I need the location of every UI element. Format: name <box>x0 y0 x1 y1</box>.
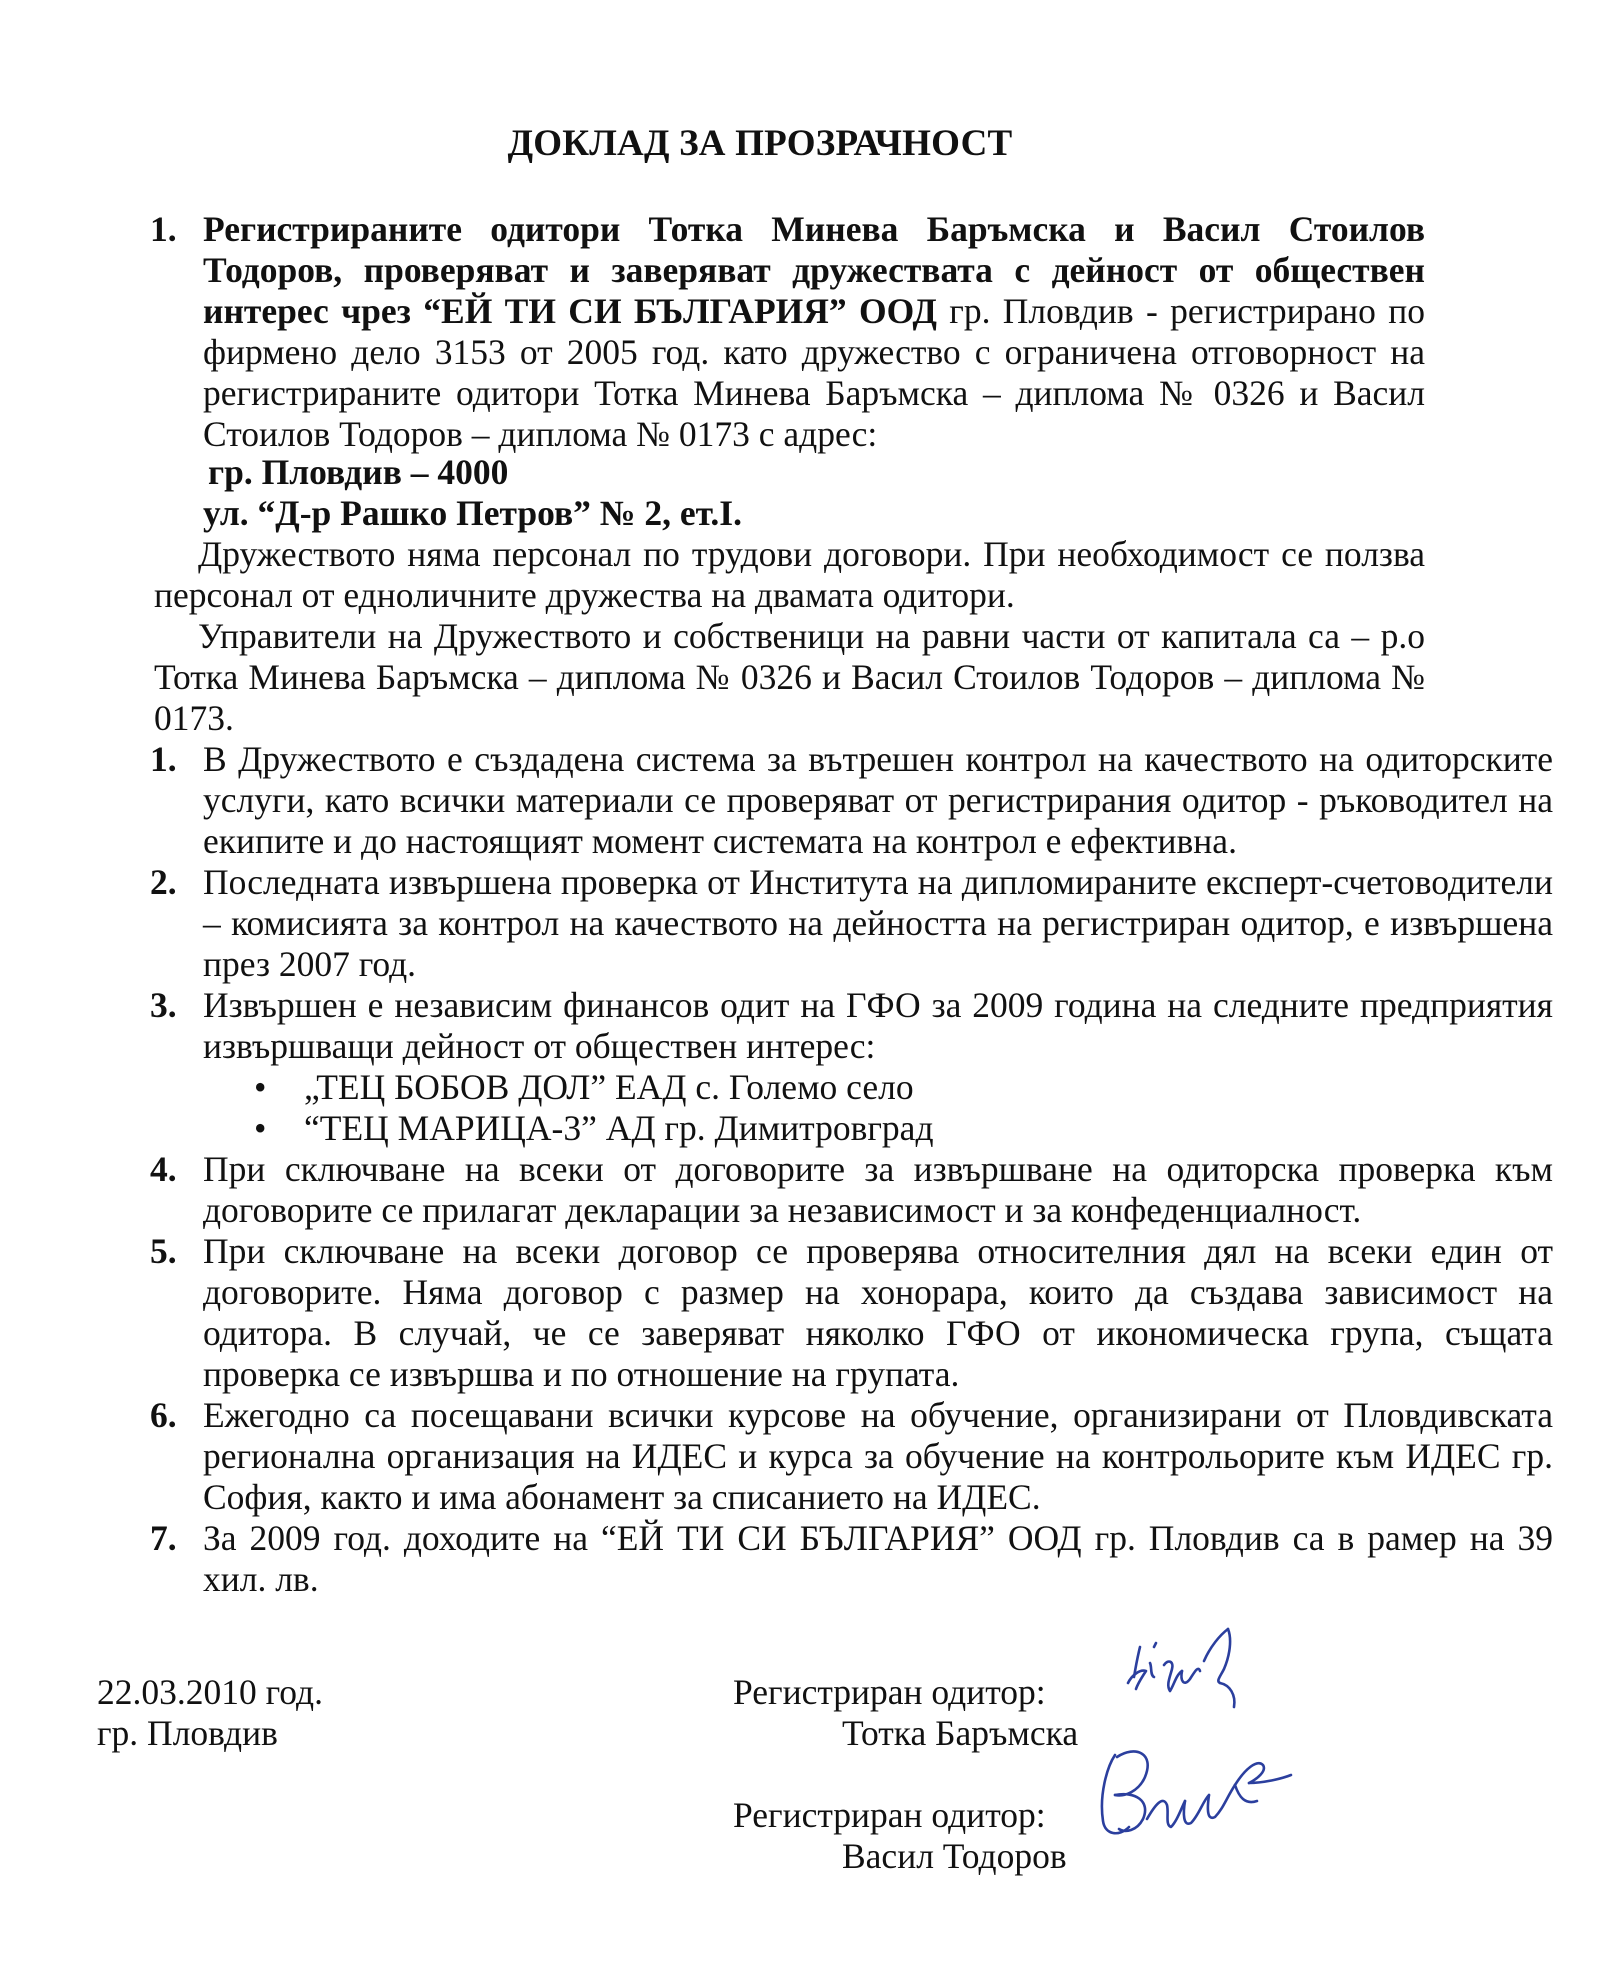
list-item: Извършен е независим финансов одит на ГФО за 2009 година на следните предприятия извършващи дейност от обществен интерес: <box>203 985 1553 1066</box>
document-city: гр. Пловдив <box>97 1713 278 1753</box>
bullet-icon: • <box>254 1108 267 1148</box>
bullet-item <box>254 1067 914 1108</box>
intro-text: гр. Пловдив - регистрирано по фирмено дело 3153 от 2005 год. като дружество с ограничена отговорност на регистрираните одитори Тотка Минева Баръмска – диплома № 0326 и Васил Стоилов Тодоров – диплома № 0173 с адрес: <box>203 291 1425 454</box>
intro-bold-text: Регистрираните одитори Тотка Минева Баръмска и Васил Стоилов Тодоров, проверяват и заверяват дружествата с дейност от обществен интерес чрез “ЕЙ ТИ СИ БЪЛГАРИЯ” ООД <box>203 209 1425 331</box>
bullet-icon: • <box>254 1067 267 1107</box>
item-number: 6. <box>150 1395 177 1435</box>
item-number: 4. <box>150 1149 177 1189</box>
bullet-item <box>254 1108 934 1149</box>
address-line-1: гр. Пловдив – 4000 <box>208 452 509 492</box>
list-item: Последната извършена проверка от Института на дипломираните експерт-счетоводители – комисията за контрол на качеството на дейността на регистриран одитор, е извършена през 2007 год. <box>203 862 1553 984</box>
list-item: Ежегодно са посещавани всички курсове на обучение, организирани от Пловдивската регионална организация на ИДЕС и курса за обучение на контрольорите към ИДЕС гр. София, както и има абонамент за списанието на ИДЕС. <box>203 1395 1553 1517</box>
auditor-2-label: Регистриран одитор: <box>733 1795 1046 1835</box>
intro-number: 1. <box>150 209 177 249</box>
item-number: 7. <box>150 1518 177 1558</box>
auditor-2-name: Васил Тодоров <box>842 1836 1067 1876</box>
document-date: 22.03.2010 год. <box>97 1672 323 1712</box>
list-item: При сключване на всеки договор се проверява относителния дял на всеки един от договорите. Няма договор с размер на хонорара, които да създава зависимост на одитора. В случай, че се заверяват няколко ГФО от икономическа група, същата проверка се извършва и по отношение на групата. <box>203 1231 1553 1394</box>
list-item: За 2009 год. доходите на “ЕЙ ТИ СИ БЪЛГАРИЯ” ООД гр. Пловдив са в рамер на 39 хил. лв. <box>203 1518 1553 1599</box>
bullet-text: „ТЕЦ БОБОВ ДОЛ” ЕАД с. Големо село <box>304 1067 914 1107</box>
item-number: 2. <box>150 862 177 902</box>
address-line-2: ул. “Д-р Рашко Петров” № 2, ет.І. <box>203 493 742 533</box>
item-number: 1. <box>150 739 177 779</box>
document-title: ДОКЛАД ЗА ПРОЗРАЧНОСТ <box>507 123 1013 164</box>
bullet-text: “ТЕЦ МАРИЦА-3” АД гр. Димитровград <box>304 1108 934 1148</box>
managers-paragraph: Управители на Дружеството и собственици на равни части от капитала са – р.о Тотка Минева Баръмска – диплома № 0326 и Васил Стоилов Тодоров – диплома № 0173. <box>154 616 1425 738</box>
intro-paragraph <box>203 209 1425 455</box>
signature-1-image <box>1120 1625 1270 1735</box>
item-number: 3. <box>150 985 177 1025</box>
list-item: При сключване на всеки от договорите за извършване на одиторска проверка към договорите се прилагат декларации за независимост и за конфеденциалност. <box>203 1149 1553 1230</box>
item-number: 5. <box>150 1231 177 1271</box>
auditor-1-name: Тотка Баръмска <box>842 1713 1079 1753</box>
staff-paragraph: Дружеството няма персонал по трудови договори. При необходимост се ползва персонал от едноличните дружества на двамата одитори. <box>154 534 1425 615</box>
signature-2-image <box>1085 1735 1295 1855</box>
list-item: В Дружеството е създадена система за вътрешен контрол на качеството на одиторските услуги, като всички материали се проверяват от регистрирания одитор - ръководител на екипите и до настоящият момент системата на контрол е ефективна. <box>203 739 1553 861</box>
auditor-1-label: Регистриран одитор: <box>733 1672 1046 1712</box>
